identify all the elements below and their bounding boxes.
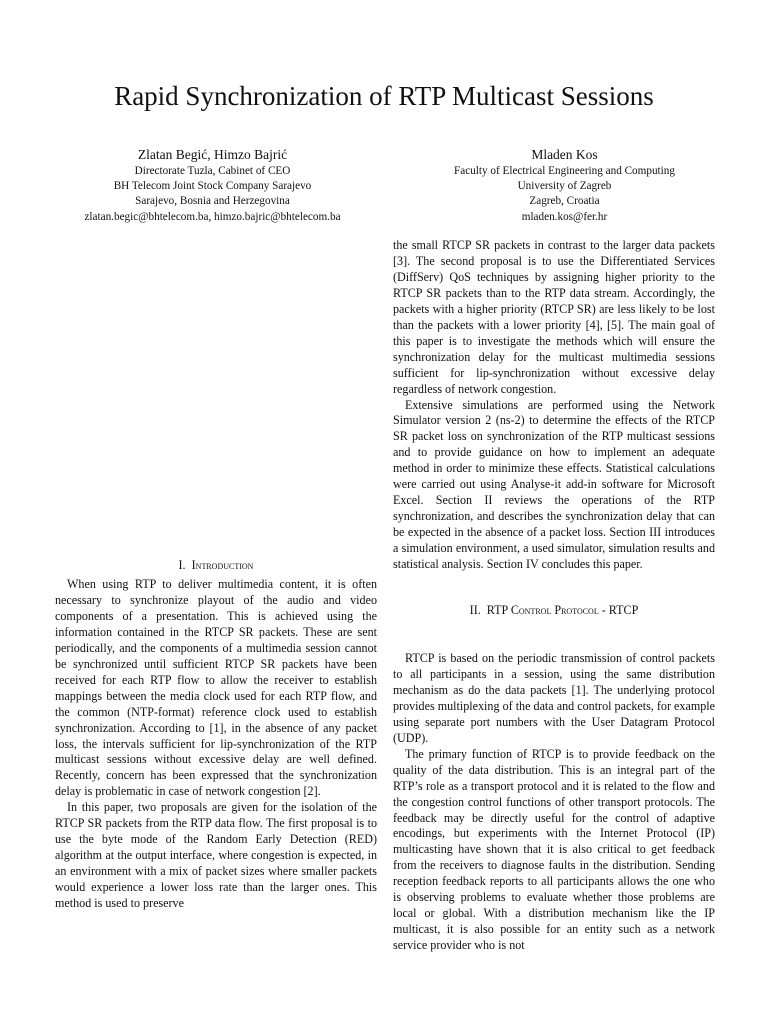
left-column-body [55,577,377,912]
right-column-body-rtcp [393,651,715,954]
paragraph: In this paper, two proposals are given for the isolation of the RTCP SR packets from the RTP data flow. The first proposal is to use the byte mode of the Random Early Detection (RED) algorithm at the output interface, where congestion is expected, in an environment with a mix of packet sizes where smaller packets would experience a lower loss rate than the larger ones. This method is used to preserve [55,800,377,911]
author-name-right: Mladen Kos [531,147,598,162]
affiliation-line: Directorate Tuzla, Cabinet of CEO [134,165,291,177]
affiliation-line: Zagreb, Croatia [529,195,600,208]
affiliation-line: Faculty of Electrical Engineering and Computing [454,165,675,177]
section-heading-rtcp [393,603,715,618]
author-block-right [392,146,737,225]
affiliation-line: University of Zagreb [517,180,612,193]
section-title: Introduction [191,558,254,572]
author-block-left [40,146,385,225]
paragraph: Extensive simulations are performed using the Network Simulator version 2 (ns-2) to determine the effects of the RTCP SR packet loss on synchronization of the RTP multicast sessions and to provide guidance on how to implement an adequate method in order to minimize these effects. Statistical calculations were carried out using Analyse-it add-in software for Microsoft Excel. Section II reviews the operations of the RTP synchronization, and describes the synchronization delay that can be expected in the absence of a packet loss. Section III introduces a simulation environment, a used simulator, simulation results and statistical analysis. Section IV concludes this paper. [393,397,715,572]
paragraph: The primary function of RTCP is to provide feedback on the quality of the data distribution. This is an integral part of the RTP’s role as a transport protocol and it is related to the flow and the congestion control functions of other transport protocols. The feedback may be directly useful for the control of adaptive encodings, but experiments with the Internet Protocol (IP) multicasting have shown that it is also critical to get feedback from the receivers to diagnose faults in the distribution. Sending reception feedback reports to all participants allows the one who is observing problems to evaluate whether those problems are local or global. With a distribution mechanism like the IP multicast, it is also possible for an entity such as a network service provider who is not [393,746,715,953]
section-number: I. [178,558,186,572]
section-heading-introduction [55,558,377,573]
affiliation-line: BH Telecom Joint Stock Company Sarajevo [113,180,312,193]
section-title: Control Protocol - RTCP [510,603,639,617]
paragraph: When using RTP to deliver multimedia content, it is often necessary to synchronize playout of the audio and video components of a presentation. This is achieved using the information contained in the RTCP SR packets. These are sent periodically, and the components of a multimedia session cannot be synchronized until sufficient RTCP SR packets have been received for each RTP flow to allow the receiver to establish mappings between the media clock used for each RTP flow, and the common (NTP-format) reference clock used to establish synchronization. According to [1], in the absence of any packet loss, the intervals sufficient for lip-synchronization of the RTP multicast sessions without excessive delay are well defined. Recently, concern has been expressed that the synchronization delay is problematic in case of network congestion [2]. [55,577,377,799]
paragraph: the small RTCP SR packets in contrast to the larger data packets [3]. The second proposal is to use the Differentiated Services (DiffServ) QoS techniques by assigning higher priority to the RTCP SR packets than to the RTP data stream. Accordingly, the packets with a higher priority (RTCP SR) are less likely to be lost than the packets with a lower priority [4], [5]. The main goal of this paper is to investigate the methods which will ensure the synchronization delay for the multicast multimedia sessions sufficient for lip-synchronization without excessive delay regardless of network congestion. [393,238,715,396]
paper-title: Rapid Synchronization of RTP Multicast Sessions [114,81,654,111]
paragraph: RTCP is based on the periodic transmission of control packets to all participants in a session, using the same distribution mechanism as do the data packets [1]. The underlying protocol provides multiplexing of the data and control packets, for example using separate port numbers with the User Datagram Protocol (UDP). [393,651,715,745]
section-number: II. [469,603,481,617]
author-email-left: zlatan.begic@bhtelecom.ba, himzo.bajric@bhtelecom.ba [84,210,341,223]
author-names-left: Zlatan Begić, Himzo Bajrić [137,147,288,162]
section-title-prefix: RTP [486,603,511,617]
author-email-right: mladen.kos@fer.hr [521,210,608,223]
right-column-body [393,238,715,573]
affiliation-line: Sarajevo, Bosnia and Herzegovina [135,195,290,208]
